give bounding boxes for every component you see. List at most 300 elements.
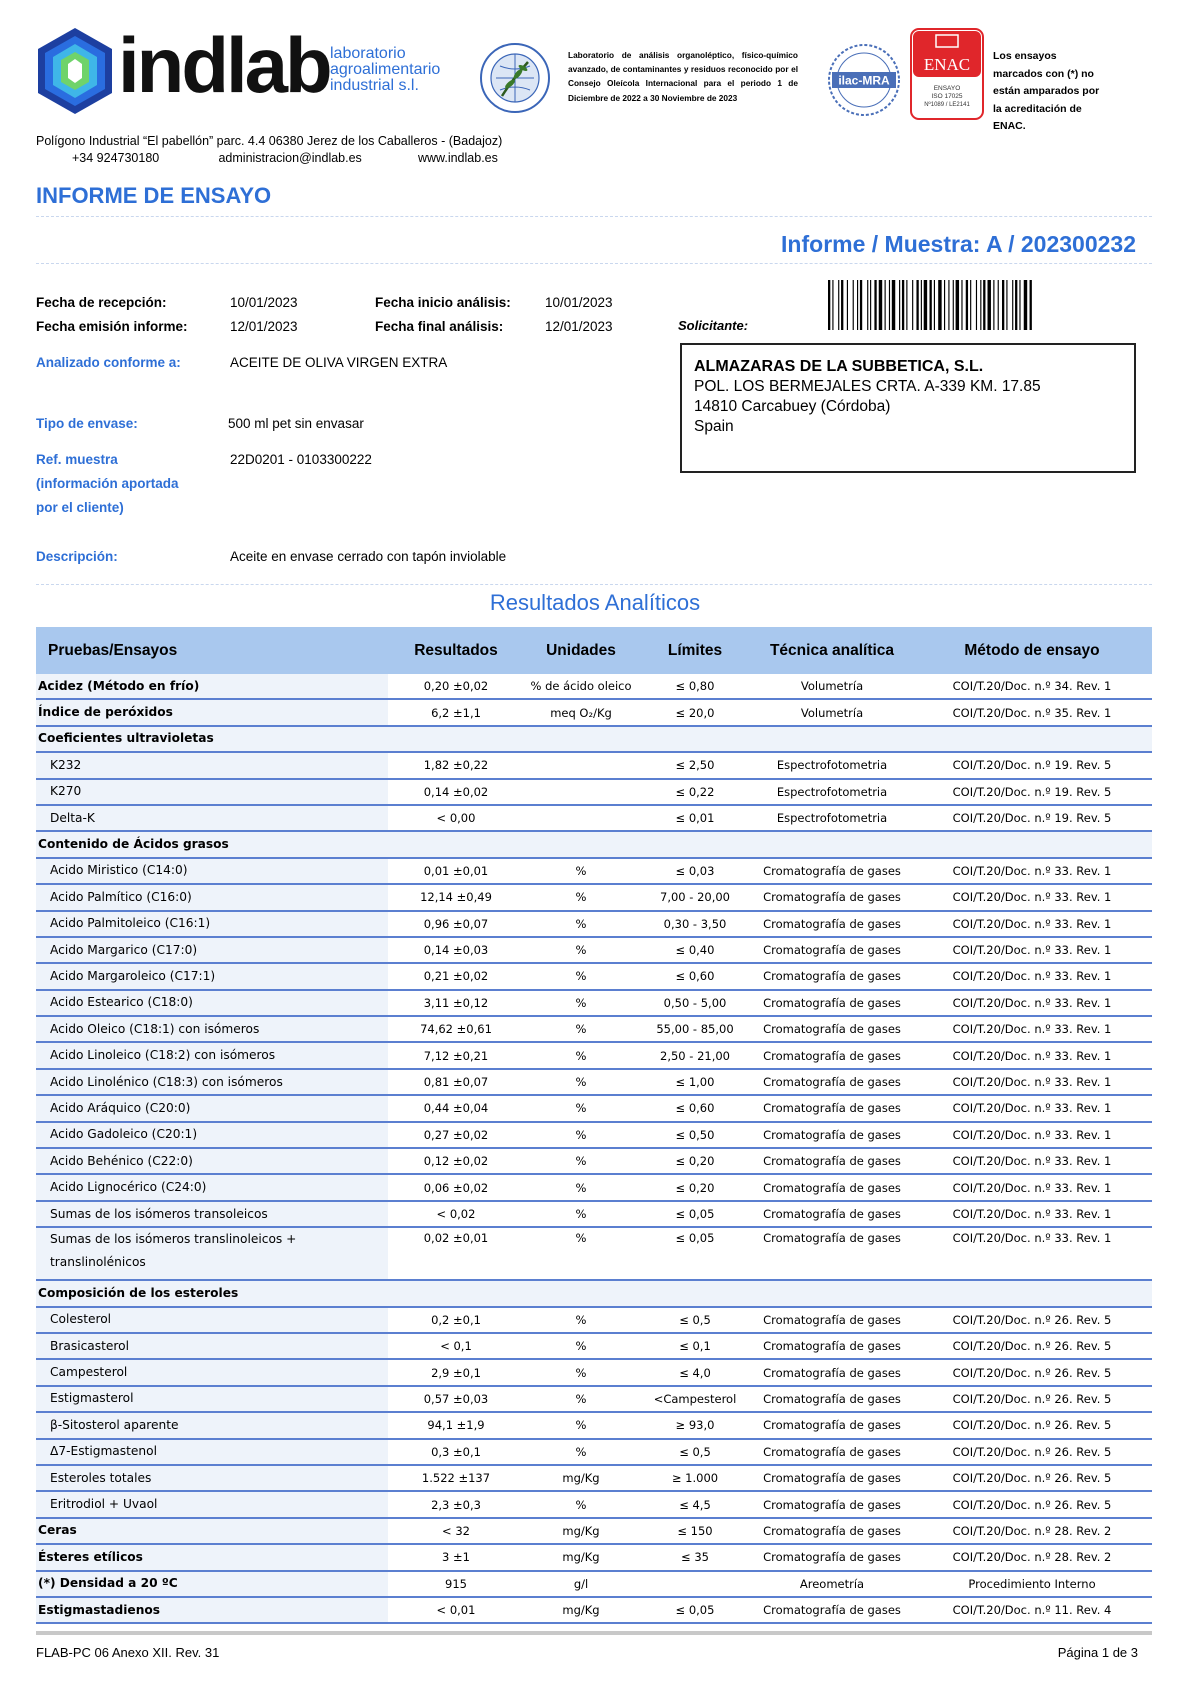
cell-limit: ≤ 0,5 [638,1307,752,1333]
cell-result: 74,62 ±0,61 [388,1016,524,1042]
cell-technique: Volumetría [752,674,912,699]
cell-unit: % [524,990,638,1016]
cell-unit: % [524,1042,638,1068]
cell-technique: Cromatografía de gases [752,1412,912,1438]
cell-technique: Cromatografía de gases [752,1069,912,1095]
start-label: Fecha inicio análisis: [375,295,511,310]
cell-test: Esteroles totales [36,1465,388,1491]
cell-technique: Cromatografía de gases [752,911,912,937]
cell-unit: meq O₂/Kg [524,699,638,725]
cell-method: COI/T.20/Doc. n.º 33. Rev. 1 [912,1201,1152,1227]
table-row [36,1069,1152,1095]
cell-method: COI/T.20/Doc. n.º 33. Rev. 1 [912,1095,1152,1121]
indlab-logo [30,22,450,118]
cell-method: COI/T.20/Doc. n.º 33. Rev. 1 [912,1148,1152,1174]
cell-method: COI/T.20/Doc. n.º 33. Rev. 1 [912,1042,1152,1068]
cell-test: Acido Palmitoleico (C16:1) [36,911,388,937]
cell-unit [524,831,638,857]
end-label: Fecha final análisis: [375,319,504,334]
cell-method: COI/T.20/Doc. n.º 33. Rev. 1 [912,937,1152,963]
cell-result [388,726,524,752]
cell-method: COI/T.20/Doc. n.º 33. Rev. 1 [912,1122,1152,1148]
logo-sub-line: laboratorio [330,45,406,62]
cell-method: COI/T.20/Doc. n.º 33. Rev. 1 [912,1016,1152,1042]
cell-unit: mg/Kg [524,1597,638,1623]
cell-method [912,726,1152,752]
column-header: Método de ensayo [912,627,1152,674]
cell-unit: % [524,911,638,937]
cell-technique: Cromatografía de gases [752,1359,912,1385]
table-row [36,752,1152,778]
end-value: 12/01/2023 [545,319,613,334]
contact-line [36,150,502,167]
cell-limit: 7,00 - 20,00 [638,884,752,910]
logo-sub-line: agroalimentario [330,61,441,78]
table-row [36,1148,1152,1174]
cell-unit: mg/Kg [524,1544,638,1570]
cell-technique: Cromatografía de gases [752,937,912,963]
divider [36,584,1152,585]
emission-label: Fecha emisión informe: [36,319,188,334]
divider [36,216,1152,217]
cell-test: Campesterol [36,1359,388,1385]
cell-test: Acido Margaroleico (C17:1) [36,963,388,989]
table-row [36,1412,1152,1438]
cell-technique: Cromatografía de gases [752,990,912,1016]
cell-test: Acido Miristico (C14:0) [36,858,388,884]
ioc-recognition-text: Laboratorio de análisis organoléptico, físico-químico avanzado, de contaminantes y residuos reconocido por el Consejo Oleícola Internacional para el periodo 1 de Diciembre de 2022 a 30 Noviembre de 2023 [568,50,798,103]
cell-result: 1,82 ±0,22 [388,752,524,778]
cell-result: 915 [388,1571,524,1597]
cell-result: 0,20 ±0,02 [388,674,524,699]
cell-method [912,1280,1152,1306]
cell-method: COI/T.20/Doc. n.º 35. Rev. 1 [912,699,1152,725]
cell-test: Eritrodiol + Uvaol [36,1491,388,1517]
table-row [36,1280,1152,1306]
cell-technique: Cromatografía de gases [752,1201,912,1227]
client-box [680,343,1136,473]
cell-limit [638,1571,752,1597]
cell-unit [524,805,638,831]
cell-technique: Cromatografía de gases [752,1122,912,1148]
cell-technique: Cromatografía de gases [752,884,912,910]
table-row [36,1465,1152,1491]
cell-unit: % [524,1439,638,1465]
cell-result [388,1280,524,1306]
column-header: Resultados [388,627,524,674]
cell-limit: ≤ 1,00 [638,1069,752,1095]
cell-method: COI/T.20/Doc. n.º 33. Rev. 1 [912,990,1152,1016]
cell-test: Acido Lignocérico (C24:0) [36,1174,388,1200]
cell-unit: % [524,1069,638,1095]
phone: +34 924730180 [72,151,160,165]
results-table [36,627,1152,1624]
cell-limit: ≥ 1.000 [638,1465,752,1491]
cell-unit: % [524,1201,638,1227]
ilac-label: ilac-MRA [838,73,890,88]
cell-limit: ≤ 0,20 [638,1148,752,1174]
cell-technique [752,1280,912,1306]
page-number: Página 1 de 3 [1057,1645,1138,1660]
cell-result: 2,9 ±0,1 [388,1359,524,1385]
cell-method: COI/T.20/Doc. n.º 26. Rev. 5 [912,1307,1152,1333]
indlab-hexagon-logo [30,26,120,116]
cell-limit: ≤ 0,03 [638,858,752,884]
cell-test: Contenido de Ácidos grasos [36,831,388,857]
cell-test: Estigmastadienos [36,1597,388,1623]
cell-technique: Cromatografía de gases [752,1227,912,1280]
cell-result: < 32 [388,1518,524,1544]
cell-result: 0,27 ±0,02 [388,1122,524,1148]
cell-method: COI/T.20/Doc. n.º 33. Rev. 1 [912,1227,1152,1280]
cell-technique: Cromatografía de gases [752,1333,912,1359]
cell-unit: % [524,884,638,910]
address-line: Polígono Industrial “El pabellón” parc. 4.4 06380 Jerez de los Caballeros - (Badajoz) [36,134,503,148]
cell-method: COI/T.20/Doc. n.º 26. Rev. 5 [912,1359,1152,1385]
cell-test: Acido Behénico (C22:0) [36,1148,388,1174]
table-header-row [36,627,1152,674]
cell-technique: Cromatografía de gases [752,1386,912,1412]
cell-result: 0,01 ±0,01 [388,858,524,884]
analyzed-value: ACEITE DE OLIVA VIRGEN EXTRA [230,355,448,370]
column-header: Unidades [524,627,638,674]
cell-technique: Espectrofotometria [752,779,912,805]
cell-result: 94,1 ±1,9 [388,1412,524,1438]
cell-test: Composición de los esteroles [36,1280,388,1306]
cell-limit: ≤ 4,5 [638,1491,752,1517]
cell-limit [638,726,752,752]
table-row [36,1201,1152,1227]
table-row [36,1042,1152,1068]
cell-test: Acido Estearico (C18:0) [36,990,388,1016]
cell-test: Ceras [36,1518,388,1544]
cell-limit: ≤ 0,5 [638,1439,752,1465]
cell-limit: ≤ 35 [638,1544,752,1570]
web-link[interactable]: www.indlab.es [417,151,498,165]
cell-result: < 0,01 [388,1597,524,1623]
cell-test: Δ7-Estigmastenol [36,1439,388,1465]
cell-limit: ≤ 0,60 [638,963,752,989]
cell-technique: Cromatografía de gases [752,1042,912,1068]
cell-unit: % [524,963,638,989]
cell-technique [752,831,912,857]
cell-method: COI/T.20/Doc. n.º 11. Rev. 4 [912,1597,1152,1623]
cell-result: 3 ±1 [388,1544,524,1570]
cell-result: 12,14 ±0,49 [388,884,524,910]
cell-result: 0,21 ±0,02 [388,963,524,989]
cell-technique: Cromatografía de gases [752,1544,912,1570]
table-row [36,1227,1152,1280]
cell-unit: mg/Kg [524,1465,638,1491]
cell-method: COI/T.20/Doc. n.º 26. Rev. 5 [912,1465,1152,1491]
table-row [36,1597,1152,1623]
form-code: FLAB-PC 06 Anexo XII. Rev. 31 [36,1645,220,1660]
cell-limit: ≤ 0,1 [638,1333,752,1359]
client-address: POL. LOS BERMEJALES CRTA. A-339 KM. 17.85 [694,378,1041,395]
cell-technique: Espectrofotometria [752,805,912,831]
cell-method: COI/T.20/Doc. n.º 26. Rev. 5 [912,1491,1152,1517]
cell-method: COI/T.20/Doc. n.º 33. Rev. 1 [912,1069,1152,1095]
cell-result: 0,3 ±0,1 [388,1439,524,1465]
cell-limit: <Campesterol [638,1386,752,1412]
table-row [36,937,1152,963]
table-row [36,779,1152,805]
cell-result: 0,14 ±0,03 [388,937,524,963]
cell-test: Ésteres etílicos [36,1544,388,1570]
table-row [36,858,1152,884]
cell-technique: Cromatografía de gases [752,963,912,989]
cell-test: Acido Linolénico (C18:3) con isómeros [36,1069,388,1095]
cell-technique: Cromatografía de gases [752,1095,912,1121]
cell-limit: ≤ 150 [638,1518,752,1544]
cell-test: Acido Oleico (C18:1) con isómeros [36,1016,388,1042]
table-row [36,1307,1152,1333]
cell-limit: 2,50 - 21,00 [638,1042,752,1068]
table-row [36,726,1152,752]
column-header: Técnica analítica [752,627,912,674]
cell-technique: Cromatografía de gases [752,1016,912,1042]
table-row [36,1095,1152,1121]
cell-technique: Cromatografía de gases [752,1439,912,1465]
email-link[interactable]: administracion@indlab.es [218,151,362,165]
lab-address [36,133,502,167]
container-label: Tipo de envase: [36,416,138,431]
report-title: INFORME DE ENSAYO [36,183,272,208]
cell-result: 1.522 ±137 [388,1465,524,1491]
cell-test: (*) Densidad a 20 ºC [36,1571,388,1597]
cell-result: 7,12 ±0,21 [388,1042,524,1068]
ilac-mra-logo [826,42,902,118]
cell-test: Colesterol [36,1307,388,1333]
cell-result: 0,02 ±0,01 [388,1227,524,1280]
cell-method: COI/T.20/Doc. n.º 28. Rev. 2 [912,1518,1152,1544]
table-row [36,884,1152,910]
enac-logo [910,28,984,120]
start-value: 10/01/2023 [545,295,613,310]
cell-technique: Areometría [752,1571,912,1597]
cell-test: Coeficientes ultravioletas [36,726,388,752]
cell-technique: Volumetría [752,699,912,725]
cell-method: COI/T.20/Doc. n.º 33. Rev. 1 [912,858,1152,884]
cell-limit: ≤ 0,05 [638,1201,752,1227]
ref-label-line: Ref. muestra [36,452,118,467]
cell-test: Acido Linoleico (C18:2) con isómeros [36,1042,388,1068]
cell-method: COI/T.20/Doc. n.º 19. Rev. 5 [912,805,1152,831]
cell-technique: Cromatografía de gases [752,1597,912,1623]
cell-limit [638,831,752,857]
cell-limit: 0,30 - 3,50 [638,911,752,937]
cell-test: Sumas de los isómeros transoleicos [36,1201,388,1227]
cell-test: K270 [36,779,388,805]
cell-unit: % [524,1359,638,1385]
cell-technique: Espectrofotometria [752,752,912,778]
reception-label: Fecha de recepción: [36,295,167,310]
cell-unit: % [524,1307,638,1333]
cell-test: Acido Gadoleico (C20:1) [36,1122,388,1148]
cell-method: COI/T.20/Doc. n.º 33. Rev. 1 [912,963,1152,989]
cell-method [912,831,1152,857]
cell-test: Acido Margarico (C17:0) [36,937,388,963]
cell-technique: Cromatografía de gases [752,1518,912,1544]
cell-method: COI/T.20/Doc. n.º 19. Rev. 5 [912,752,1152,778]
enac-line: ISO 17025 [931,93,963,100]
cell-limit: ≤ 0,80 [638,674,752,699]
cell-method: COI/T.20/Doc. n.º 34. Rev. 1 [912,674,1152,699]
cell-technique: Cromatografía de gases [752,1465,912,1491]
cell-limit: 0,50 - 5,00 [638,990,752,1016]
cell-limit: 55,00 - 85,00 [638,1016,752,1042]
cell-test: Acidez (Método en frío) [36,674,388,699]
cell-method: COI/T.20/Doc. n.º 26. Rev. 5 [912,1386,1152,1412]
divider [36,263,1152,264]
cell-unit: % de ácido oleico [524,674,638,699]
table-row [36,1491,1152,1517]
cell-result: 0,57 ±0,03 [388,1386,524,1412]
cell-result: < 0,02 [388,1201,524,1227]
logo-sub-line: industrial s.l. [330,77,419,94]
reception-value: 10/01/2023 [230,295,298,310]
cell-technique: Cromatografía de gases [752,858,912,884]
client-name: ALMAZARAS DE LA SUBBETICA, S.L. [694,358,984,375]
table-row [36,831,1152,857]
cell-test: Índice de peróxidos [36,699,388,725]
container-value: 500 ml pet sin envasar [228,416,364,431]
cell-result: 0,12 ±0,02 [388,1148,524,1174]
cell-test: Acido Aráquico (C20:0) [36,1095,388,1121]
column-header: Pruebas/Ensayos [36,627,388,674]
cell-limit: ≤ 20,0 [638,699,752,725]
cell-unit: % [524,1386,638,1412]
cell-limit: ≤ 0,40 [638,937,752,963]
cell-technique: Cromatografía de gases [752,1174,912,1200]
table-row [36,1571,1152,1597]
table-row [36,674,1152,699]
cell-limit: ≤ 0,20 [638,1174,752,1200]
column-header: Límites [638,627,752,674]
enac-title: ENAC [923,55,971,74]
cell-unit: % [524,858,638,884]
cell-method: COI/T.20/Doc. n.º 28. Rev. 2 [912,1544,1152,1570]
cell-limit: ≤ 0,50 [638,1122,752,1148]
cell-result: 0,14 ±0,02 [388,779,524,805]
footer-divider [36,1631,1152,1635]
table-row [36,699,1152,725]
cell-method: COI/T.20/Doc. n.º 33. Rev. 1 [912,911,1152,937]
cell-method: COI/T.20/Doc. n.º 19. Rev. 5 [912,779,1152,805]
desc-value: Aceite en envase cerrado con tapón inviolable [230,549,507,564]
enac-line: ENSAYO [933,85,961,92]
enac-line: Nº1089 / LE2141 [924,102,970,108]
cell-result: 0,2 ±0,1 [388,1307,524,1333]
analyzed-label: Analizado conforme a: [36,355,181,370]
cell-result: 0,81 ±0,07 [388,1069,524,1095]
cell-limit: ≤ 0,05 [638,1597,752,1623]
table-row [36,1122,1152,1148]
cell-limit: ≤ 0,01 [638,805,752,831]
cell-limit [638,1280,752,1306]
logo-word: indlab [118,21,330,109]
client-address: 14810 Carcabuey (Córdoba) [694,398,891,415]
cell-technique: Cromatografía de gases [752,1307,912,1333]
cell-technique: Cromatografía de gases [752,1491,912,1517]
ioc-seal-icon [478,40,552,120]
cell-test: Sumas de los isómeros translinoleicos + translinolénicos [36,1227,388,1280]
cell-result: < 0,00 [388,805,524,831]
cell-test: β-Sitosterol aparente [36,1412,388,1438]
cell-limit: ≥ 93,0 [638,1412,752,1438]
cell-result: 3,11 ±0,12 [388,990,524,1016]
cell-unit: % [524,1227,638,1280]
cell-test: Estigmasterol [36,1386,388,1412]
table-row [36,1439,1152,1465]
results-heading: Resultados Analíticos [489,590,701,615]
cell-unit [524,1280,638,1306]
table-row [36,1518,1152,1544]
table-row [36,805,1152,831]
cell-limit: ≤ 2,50 [638,752,752,778]
cell-unit [524,726,638,752]
cell-unit: % [524,1148,638,1174]
ref-label [36,448,179,520]
cell-limit: ≤ 4,0 [638,1359,752,1385]
cell-limit: ≤ 0,22 [638,779,752,805]
cell-unit: % [524,1122,638,1148]
sample-title: Informe / Muestra: A / 202300232 [781,231,1136,257]
barcode-icon [828,280,1142,330]
cell-unit [524,752,638,778]
table-row [36,911,1152,937]
cell-unit [524,779,638,805]
ref-label-line: (información aportada [36,476,179,491]
cell-unit: % [524,937,638,963]
solicitante-label: Solicitante: [678,318,749,333]
cell-result: 0,44 ±0,04 [388,1095,524,1121]
cell-test: K232 [36,752,388,778]
ref-label-line: por el cliente) [36,500,124,515]
cell-unit: % [524,1174,638,1200]
cell-unit: g/l [524,1571,638,1597]
cell-result: < 0,1 [388,1333,524,1359]
table-row [36,1333,1152,1359]
cell-limit: ≤ 0,60 [638,1095,752,1121]
cell-technique: Cromatografía de gases [752,1148,912,1174]
cell-unit: % [524,1491,638,1517]
cell-limit: ≤ 0,05 [638,1227,752,1280]
cell-result: 0,06 ±0,02 [388,1174,524,1200]
cell-method: COI/T.20/Doc. n.º 26. Rev. 5 [912,1333,1152,1359]
cell-test: Delta-K [36,805,388,831]
cell-technique [752,726,912,752]
desc-label: Descripción: [36,549,118,564]
cell-result [388,831,524,857]
cell-result: 2,3 ±0,3 [388,1491,524,1517]
cell-method: COI/T.20/Doc. n.º 26. Rev. 5 [912,1439,1152,1465]
cell-test: Brasicasterol [36,1333,388,1359]
emission-value: 12/01/2023 [230,319,298,334]
table-row [36,1174,1152,1200]
table-row [36,1016,1152,1042]
table-row [36,1544,1152,1570]
enac-note: Los ensayos marcados con (*) no están amparados por la acreditación de ENAC. [993,50,1100,132]
cell-result: 0,96 ±0,07 [388,911,524,937]
client-country: Spain [694,418,734,435]
table-row [36,1386,1152,1412]
cell-unit: % [524,1412,638,1438]
cell-method: COI/T.20/Doc. n.º 26. Rev. 5 [912,1412,1152,1438]
cell-unit: mg/Kg [524,1518,638,1544]
cell-unit: % [524,1016,638,1042]
table-row [36,1359,1152,1385]
